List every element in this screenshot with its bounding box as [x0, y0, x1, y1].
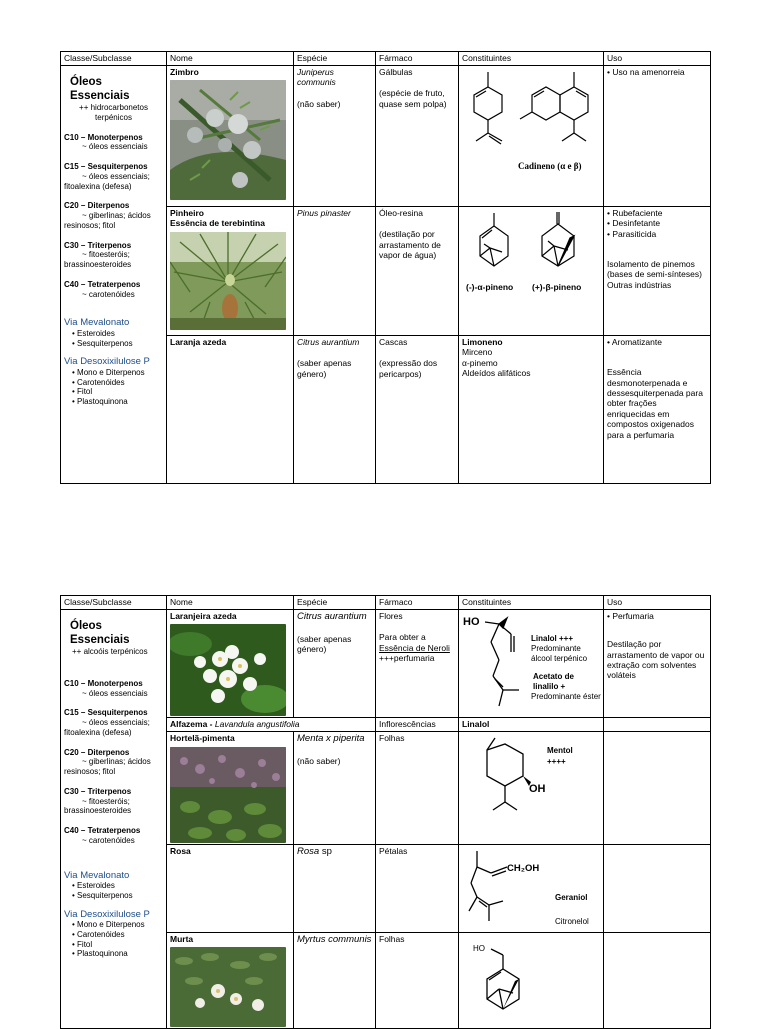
- c20-desc: ~ giberlinas; ácidos resinosos; fitol: [64, 211, 151, 230]
- nome-cell: [167, 844, 294, 932]
- constituintes-cell: [459, 844, 604, 932]
- header-farmaco: Fármaco: [376, 52, 459, 66]
- linalyl-acetate-label: Acetato de linalilo +: [533, 672, 574, 691]
- nome-cell: [167, 610, 294, 718]
- nome-cell: [167, 718, 376, 732]
- species-note: (não saber): [297, 755, 341, 766]
- via2-item: • Mono e Diterpenos: [72, 367, 145, 377]
- species-name: Rosa: [297, 845, 320, 857]
- constituintes-cell: [459, 207, 604, 336]
- plant-name: Zimbro: [170, 67, 199, 77]
- farmaco-name: Folhas: [379, 733, 405, 744]
- nome-cell: [167, 732, 294, 844]
- constituent-item: Mirceno: [462, 347, 493, 358]
- via2-item: • Carotenóides: [72, 929, 125, 939]
- species-name: Lavandula angustifolia: [214, 719, 300, 730]
- constituintes-cell: [459, 932, 604, 1028]
- terpene-table-hydrocarbons: [60, 51, 711, 484]
- farmaco-cell: [376, 336, 459, 484]
- uso-text: • Aromatizante: [607, 337, 662, 347]
- farmaco-cell: [376, 207, 459, 336]
- class-subtitle: ++ alcoóis terpénicos: [72, 647, 148, 657]
- uso-note: Essência desmonoterpenada e dessesquiterpenada para obter frações enriquecidas em compostos oxigenados para a perfumaria: [607, 367, 703, 440]
- c40-label: C40 – Tetraterpenos: [64, 279, 141, 289]
- farmaco-cell: [376, 844, 459, 932]
- especie-cell: [294, 732, 376, 844]
- linalyl-acetate-desc: Predominante éster: [531, 692, 601, 701]
- table-row: [61, 610, 711, 718]
- pinene-structures: [462, 208, 600, 308]
- plant-name: Alfazema -: [170, 719, 213, 730]
- farmaco-cell: [376, 610, 459, 718]
- header-classe: Classe/Subclasse: [61, 52, 167, 66]
- c20-label: C20 – Diterpenos: [64, 747, 130, 757]
- via1-item: • Esteroides: [72, 881, 115, 891]
- uso-cell: [604, 336, 711, 484]
- beta-pinene-label: (+)-β-pineno: [532, 282, 582, 292]
- menthol-structure: [465, 734, 555, 834]
- species-note: (saber apenas género): [297, 358, 352, 379]
- uso-cell: [604, 732, 711, 844]
- peppermint-photo: [170, 747, 286, 843]
- c30-label: C30 – Triterpenos: [64, 240, 132, 250]
- c10-desc: ~ óleos essenciais: [82, 688, 148, 698]
- species-name: Juniperus communis: [297, 67, 336, 88]
- constituent-item: α-pinemo: [462, 357, 498, 368]
- uso-text: • Uso na amenorreia: [607, 67, 685, 77]
- plant-name: Pinheiro: [170, 208, 205, 218]
- farmaco-name: Folhas: [379, 933, 405, 944]
- c40-desc: ~ carotenóides: [82, 835, 135, 845]
- terpene-table-alcohols: [60, 595, 711, 1029]
- farmaco-name: Flores: [379, 611, 403, 621]
- species-name: Myrtus communis: [297, 933, 372, 945]
- via2-item: • Carotenóides: [72, 377, 125, 387]
- via1-item: • Sesquiterpenos: [72, 338, 133, 348]
- plant-name: Rosa: [170, 845, 191, 856]
- class-column: [61, 66, 167, 484]
- farmaco-name: Óleo-resina: [379, 208, 423, 218]
- species-name: Menta x piperita: [297, 733, 365, 745]
- citronellol-label: Citronelol: [555, 916, 589, 926]
- constituintes-cell: [459, 610, 604, 718]
- constituintes-cell: [459, 732, 604, 844]
- uso-item: • Desinfetante: [607, 218, 661, 229]
- header-nome: Nome: [167, 596, 294, 610]
- table-row: [61, 66, 711, 207]
- especie-cell: [294, 336, 376, 484]
- species-name: Citrus aurantium: [297, 611, 367, 622]
- c30-desc: ~ fitoesteróis; brassinoesteroides: [64, 796, 132, 816]
- c30-desc: ~ fitoesteróis; brassinoesteroides: [64, 250, 132, 270]
- menthol-label: Mentol: [547, 746, 573, 756]
- uso-item: • Rubefaciente: [607, 208, 663, 218]
- class-subtitle: ++ hidrocarbonetos terpénicos: [79, 103, 148, 122]
- class-title: Óleos Essenciais: [70, 76, 130, 103]
- constituintes-cell: [459, 336, 604, 484]
- uso-text: • Perfumaria: [607, 611, 654, 621]
- especie-cell: [294, 932, 376, 1028]
- constituintes-cell: [459, 718, 604, 732]
- uso-note: Destilação por arrastamento de vapor ou extração com solventes voláteis: [607, 639, 705, 681]
- c15-label: C15 – Sesquiterpenos: [64, 708, 148, 718]
- linalool-label: Linalol +++: [531, 634, 574, 643]
- via2-item: • Fitol: [72, 387, 93, 397]
- farmaco-cell: [376, 932, 459, 1028]
- header-uso: Uso: [604, 52, 711, 66]
- header-nome: Nome: [167, 52, 294, 66]
- plant-name: Laranjeira azeda: [170, 611, 237, 621]
- class-title: Óleos Essenciais: [70, 620, 130, 647]
- c20-label: C20 – Diterpenos: [64, 201, 130, 211]
- uso-cell: [604, 718, 711, 732]
- especie-cell: [294, 207, 376, 336]
- class-column: [61, 610, 167, 1029]
- species-name: Pinus pinaster: [297, 208, 351, 218]
- myrtenol-structure: [469, 939, 549, 1023]
- farmaco-name: Pétalas: [379, 845, 408, 856]
- species-suffix: sp: [319, 845, 332, 857]
- nome-cell: [167, 66, 294, 207]
- plant-name: Murta: [170, 933, 194, 944]
- nome-cell: [167, 932, 294, 1028]
- constituent-item: Limoneno: [462, 337, 503, 347]
- via1-item: • Sesquiterpenos: [72, 890, 133, 900]
- plant-name: Hortelã-pimenta: [170, 733, 235, 744]
- farmaco-name: Inflorescências: [379, 719, 436, 730]
- geraniol-structure: [463, 847, 553, 931]
- ch2oh-label: CH₂OH: [507, 862, 540, 874]
- especie-cell: [294, 844, 376, 932]
- uso-cell: [604, 932, 711, 1028]
- c20-desc: ~ giberlinas; ácidos resinosos; fitol: [64, 757, 151, 777]
- ho-label: HO: [473, 943, 485, 953]
- farmaco-note: +++perfumaria: [379, 653, 435, 664]
- uso-cell: [604, 66, 711, 207]
- header-uso: Uso: [604, 596, 711, 610]
- species-note: (não saber): [297, 98, 341, 109]
- especie-cell: [294, 610, 376, 718]
- farmaco-cell: [376, 718, 459, 732]
- cadinene-label: Cadineno (α e β): [518, 161, 582, 171]
- table-header-row: [61, 52, 711, 66]
- pine-photo: [170, 232, 286, 330]
- via-mevalonato: Via Mevalonato: [64, 869, 130, 881]
- uso-note: Isolamento de pinemos (bases de semi-sínteses) Outras indústrias: [607, 259, 702, 290]
- via2-item: • Mono e Diterpenos: [72, 920, 145, 930]
- uso-cell: [604, 844, 711, 932]
- species-name: Citrus aurantium: [297, 337, 360, 347]
- c10-label: C10 – Monoterpenos: [64, 132, 143, 142]
- c10-desc: ~ óleos essenciais: [82, 142, 148, 152]
- oh-label: OH: [529, 783, 546, 796]
- farmaco-note: (expressão dos pericarpos): [379, 358, 438, 379]
- constituintes-cell: [459, 66, 604, 207]
- farmaco-cell: [376, 66, 459, 207]
- c40-label: C40 – Tetraterpenos: [64, 826, 141, 836]
- via-desoxixilulose: Via Desoxixilulose P: [64, 908, 150, 920]
- via2-item: • Plastoquinona: [72, 949, 128, 959]
- farmaco-name: Cascas: [379, 337, 408, 347]
- plant-name-2: Essência de terebintina: [170, 218, 265, 229]
- header-constituintes: Constituintes: [459, 52, 604, 66]
- especie-cell: [294, 66, 376, 207]
- c10-label: C10 – Monoterpenos: [64, 678, 143, 688]
- neroli-link-text: Essência de Neroli: [379, 642, 450, 653]
- header-especie: Espécie: [294, 596, 376, 610]
- header-constituintes: Constituintes: [459, 596, 604, 610]
- geraniol-label: Geraniol: [555, 892, 588, 902]
- juniper-photo: [170, 80, 286, 200]
- nome-cell: [167, 336, 294, 484]
- constituent-item: Linalol: [462, 719, 490, 730]
- menthol-desc: ++++: [547, 756, 566, 766]
- via1-item: • Esteroides: [72, 328, 115, 338]
- via2-item: • Plastoquinona: [72, 397, 128, 407]
- c30-label: C30 – Triterpenos: [64, 786, 132, 796]
- nome-cell: [167, 207, 294, 336]
- c40-desc: ~ carotenóides: [82, 289, 135, 299]
- header-especie: Espécie: [294, 52, 376, 66]
- farmaco-note: (destilação por arrastamento de vapor de água): [379, 229, 441, 261]
- farmaco-note: (espécie de fruto, quase sem polpa): [379, 88, 447, 109]
- linalool-desc: Predominante álcool terpénico: [531, 644, 588, 663]
- via-mevalonato: Via Mevalonato: [64, 317, 130, 329]
- uso-cell: [604, 207, 711, 336]
- constituent-item: Aldeídos alifáticos: [462, 368, 531, 379]
- c15-desc: ~ óleos essenciais; fitoalexina (defesa): [64, 171, 150, 191]
- uso-item: • Parasiticida: [607, 228, 657, 239]
- via-desoxixilulose: Via Desoxixilulose P: [64, 356, 150, 368]
- farmaco-cell: [376, 732, 459, 844]
- via2-item: • Fitol: [72, 939, 93, 949]
- orange-blossom-photo: [170, 624, 286, 716]
- alpha-pinene-label: (-)-α-pineno: [466, 282, 514, 292]
- farmaco-note: Para obter a: [379, 632, 426, 643]
- farmaco-name: Gálbulas: [379, 67, 413, 77]
- linalool-structure: [461, 612, 531, 712]
- header-farmaco: Fármaco: [376, 596, 459, 610]
- c15-desc: ~ óleos essenciais; fitoalexina (defesa): [64, 718, 150, 737]
- ho-label: HO: [463, 616, 480, 628]
- species-note: (saber apenas género): [297, 633, 352, 654]
- myrtle-photo: [170, 947, 286, 1027]
- plant-name: Laranja azeda: [170, 337, 227, 347]
- c15-label: C15 – Sesquiterpenos: [64, 162, 148, 172]
- header-classe: Classe/Subclasse: [61, 596, 167, 610]
- cadinene-structures: [462, 67, 600, 187]
- uso-cell: [604, 610, 711, 718]
- table-header-row: [61, 596, 711, 610]
